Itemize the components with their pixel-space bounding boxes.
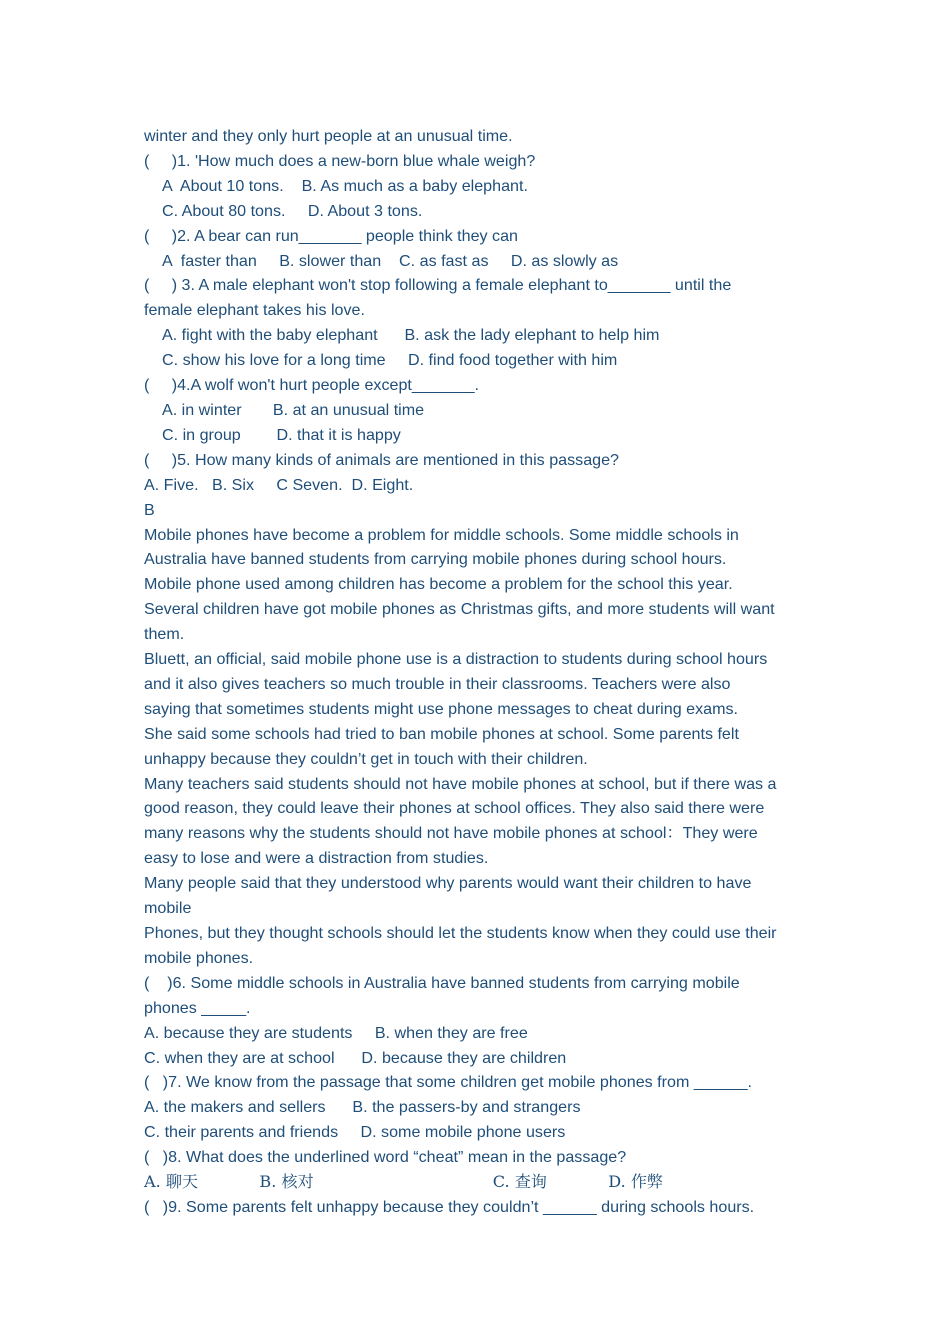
question-2-options: A faster than B. slower than C. as fast as D. as slowly as [162, 251, 619, 270]
question-4-options-ab: A. in winter B. at an unusual time [162, 400, 425, 419]
passage-b-line: saying that sometimes students might use phone messages to cheat during exams. [144, 699, 738, 718]
question-4-options-cd: C. in group D. that it is happy [162, 425, 401, 444]
question-1: ( )1. 'How much does a new-born blue whale weigh? [144, 151, 536, 170]
question-6-continued: phones _____. [144, 998, 251, 1017]
passage-b-line: Several children have got mobile phones as Christmas gifts, and more students will want [144, 600, 775, 619]
passage-b-line: Australia have banned students from carrying mobile phones during school hours. [144, 550, 727, 569]
section-b-heading: B [144, 500, 155, 519]
passage-b-line: easy to lose and were a distraction from studies. [144, 849, 489, 868]
question-3: ( ) 3. A male elephant won't stop following a female elephant to_______ until the [144, 276, 732, 295]
question-7-options-ab: A. the makers and sellers B. the passers-by and strangers [144, 1098, 581, 1117]
passage-b-line: She said some schools had tried to ban mobile phones at school. Some parents felt [144, 724, 739, 743]
passage-b-line: Bluett, an official, said mobile phone use is a distraction to students during school hours [144, 650, 768, 669]
passage-b-line: mobile [144, 899, 192, 918]
question-1-options-ab: A About 10 tons. B. As much as a baby elephant. [162, 176, 528, 195]
passage-b-line: them. [144, 625, 185, 644]
passage-b-line: Mobile phones have become a problem for middle schools. Some middle schools in [144, 525, 739, 544]
passage-b-line: many reasons why the students should not have mobile phones at school：They were [144, 824, 758, 843]
passage-b-line: Many people said that they understood why parents would want their children to have [144, 874, 752, 893]
question-2: ( )2. A bear can run_______ people think they can [144, 226, 518, 245]
question-8-options: A. 聊天 B. 核对 C. 查询 D. 作弊 [144, 1172, 664, 1192]
question-9: ( )9. Some parents felt unhappy because they couldn’t ______ during schools hours. [144, 1197, 755, 1216]
passage-b-line: Mobile phone used among children has become a problem for the school this year. [144, 575, 733, 594]
passage-b-line: Many teachers said students should not have mobile phones at school, but if there was a [144, 774, 777, 793]
passage-b-line: mobile phones. [144, 948, 254, 967]
passage-b-line: unhappy because they couldn’t get in touch with their children. [144, 749, 588, 768]
question-6-options-ab: A. because they are students B. when they are free [144, 1023, 528, 1042]
question-3-continued: female elephant takes his love. [144, 301, 365, 320]
question-8: ( )8. What does the underlined word “cheat” mean in the passage? [144, 1148, 627, 1167]
passage-b-line: Phones, but they thought schools should let the students know when they could use their [144, 924, 777, 942]
passage-a-ending: winter and they only hurt people at an unusual time. [144, 127, 513, 145]
document-body [144, 124, 824, 1220]
passage-b-line: and it also gives teachers so much trouble in their classrooms. Teachers were also [144, 674, 731, 693]
question-4: ( )4.A wolf won't hurt people except_______. [144, 376, 479, 395]
question-5-options: A. Five. B. Six C Seven. D. Eight. [144, 475, 414, 494]
passage-b-line: good reason, they could leave their phones at school offices. They also said there were [144, 799, 765, 818]
question-1-options-cd: C. About 80 tons. D. About 3 tons. [162, 201, 423, 220]
question-3-options-cd: C. show his love for a long time D. find food together with him [162, 351, 618, 370]
question-7-options-cd: C. their parents and friends D. some mobile phone users [144, 1123, 566, 1142]
question-6: ( )6. Some middle schools in Australia have banned students from carrying mobile [144, 973, 740, 992]
question-5: ( )5. How many kinds of animals are mentioned in this passage? [144, 450, 619, 469]
question-6-options-cd: C. when they are at school D. because they are children [144, 1048, 567, 1067]
question-7: ( )7. We know from the passage that some children get mobile phones from ______. [144, 1073, 753, 1092]
question-3-options-ab: A. fight with the baby elephant B. ask the lady elephant to help him [162, 326, 660, 345]
